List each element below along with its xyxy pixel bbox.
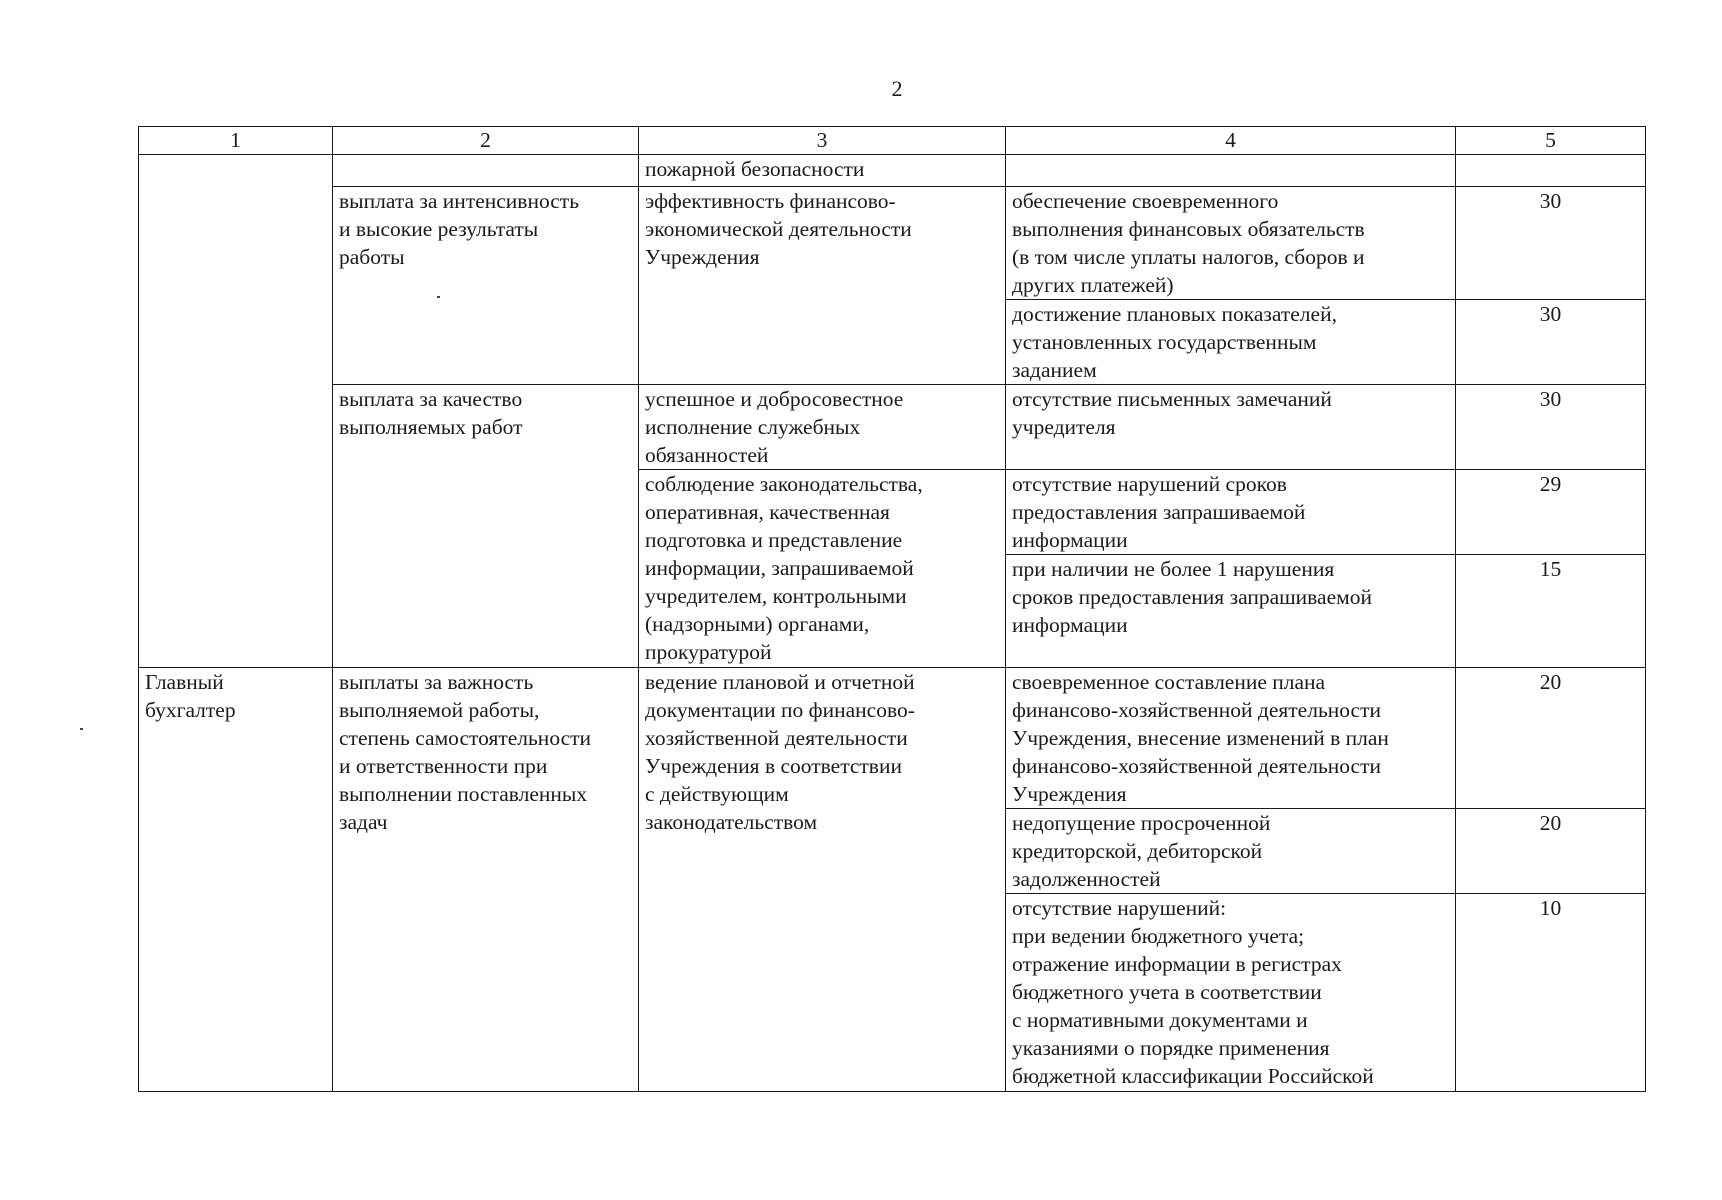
condition-cell: при наличии не более 1 нарушения сроков предоставления запрашиваемой информации bbox=[1006, 555, 1456, 668]
criterion-cell: соблюдение законодательства, оперативная, качественная подготовка и представление информации, запрашиваемой учредителем, контрольными (надзорными) органами, прокуратурой bbox=[639, 470, 1006, 668]
condition-cell: достижение плановых показателей, установленных государственным заданием bbox=[1006, 300, 1456, 385]
condition-cell: отсутствие нарушений сроков предоставления запрашиваемой информации bbox=[1006, 470, 1456, 555]
scan-speck bbox=[437, 296, 440, 298]
points-cell bbox=[1456, 155, 1646, 187]
condition-cell: недопущение просроченной кредиторской, дебиторской задолженностей bbox=[1006, 809, 1456, 894]
table-row bbox=[139, 187, 1646, 300]
criterion-cell: успешное и добросовестное исполнение служебных обязанностей bbox=[639, 385, 1006, 470]
condition-cell: отсутствие нарушений: при ведении бюджетного учета; отражение информации в регистрах бюджетного учета в соответствии с нормативными документами и указаниями о порядке применения бюджетной классификации Российской bbox=[1006, 894, 1456, 1092]
points-cell: 29 bbox=[1456, 470, 1646, 555]
points-cell: 20 bbox=[1456, 668, 1646, 809]
condition-cell bbox=[1006, 155, 1456, 187]
header-cell-1: 1 bbox=[139, 127, 333, 155]
payment-type-cell bbox=[333, 155, 639, 187]
points-cell: 30 bbox=[1456, 300, 1646, 385]
points-cell: 15 bbox=[1456, 555, 1646, 668]
payment-type-cell: выплата за качество выполняемых работ bbox=[333, 385, 639, 668]
header-cell-5: 5 bbox=[1456, 127, 1646, 155]
scan-speck bbox=[80, 728, 83, 730]
points-cell: 30 bbox=[1456, 385, 1646, 470]
table-row bbox=[139, 668, 1646, 809]
condition-cell: своевременное составление плана финансово-хозяйственной деятельности Учреждения, внесение изменений в план финансово-хозяйственной деятельности Учреждения bbox=[1006, 668, 1456, 809]
page-number: 2 bbox=[891, 76, 903, 101]
position-cell bbox=[139, 155, 333, 668]
payment-type-cell: выплата за интенсивность и высокие результаты работы bbox=[333, 187, 639, 385]
condition-cell: обеспечение своевременного выполнения финансовых обязательств (в том числе уплаты налогов, сборов и других платежей) bbox=[1006, 187, 1456, 300]
points-cell: 10 bbox=[1456, 894, 1646, 1092]
criteria-table bbox=[138, 126, 1646, 1092]
criterion-cell: ведение плановой и отчетной документации по финансово- хозяйственной деятельности Учреждения в соответствии с действующим законодательством bbox=[639, 668, 1006, 1092]
position-cell: Главный бухгалтер bbox=[139, 668, 333, 1092]
header-cell-4: 4 bbox=[1006, 127, 1456, 155]
points-cell: 30 bbox=[1456, 187, 1646, 300]
criterion-cell: пожарной безопасности bbox=[639, 155, 1006, 187]
header-cell-2: 2 bbox=[333, 127, 639, 155]
header-cell-3: 3 bbox=[639, 127, 1006, 155]
payment-type-cell: выплаты за важность выполняемой работы, степень самостоятельности и ответственности при выполнении поставленных задач bbox=[333, 668, 639, 1092]
table-row bbox=[139, 155, 1646, 187]
points-cell: 20 bbox=[1456, 809, 1646, 894]
header-row bbox=[139, 127, 1646, 155]
condition-cell: отсутствие письменных замечаний учредителя bbox=[1006, 385, 1456, 470]
criterion-cell: эффективность финансово- экономической деятельности Учреждения bbox=[639, 187, 1006, 385]
table-row bbox=[139, 385, 1646, 470]
